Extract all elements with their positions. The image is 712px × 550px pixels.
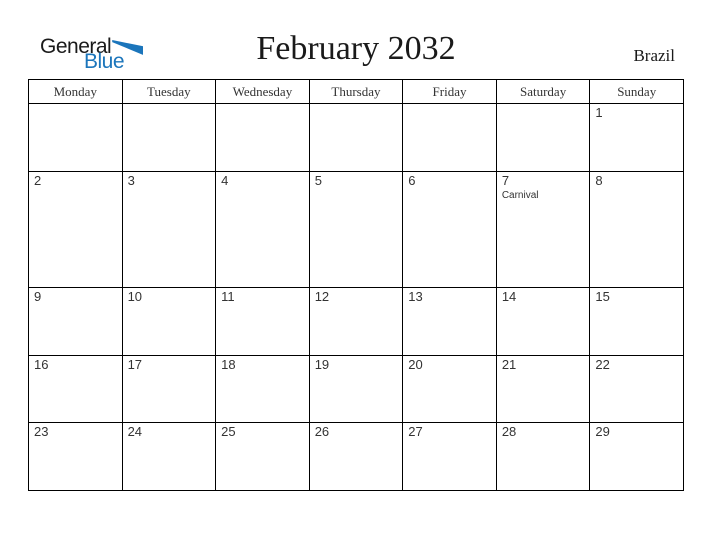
day-cell [496,171,590,288]
logo-word-blue: Blue [84,50,125,73]
day-cell [496,288,590,356]
day-number: 13 [408,289,423,305]
weekday-header-row [29,80,684,104]
day-cell [590,104,684,172]
day-number: 5 [314,172,322,188]
day-cell [496,423,590,491]
weekday-header: Sunday [590,80,684,104]
event-label: Carnival [501,189,539,201]
week-row [29,355,684,423]
day-number: 3 [127,172,135,188]
day-cell [590,171,684,288]
day-cell [309,104,403,172]
day-cell [216,355,310,423]
day-cell [29,171,123,288]
day-number: 19 [314,356,330,372]
day-cell [590,288,684,356]
day-cell [403,423,497,491]
day-cell [122,104,216,172]
day-cell [216,288,310,356]
day-cell [496,104,590,172]
logo-word-general: General [40,35,112,58]
day-cell [29,355,123,423]
day-number: 9 [34,289,42,305]
day-number: 25 [221,424,236,440]
day-number: 2 [34,172,42,188]
weekday-header: Tuesday [122,80,216,104]
week-row [29,171,684,288]
day-number: 6 [408,172,416,188]
day-cell [590,423,684,491]
day-cell [403,288,497,356]
day-number: 28 [501,424,517,440]
day-cell [309,171,403,288]
day-cell [29,423,123,491]
day-cell [590,355,684,423]
week-row [29,423,684,491]
weekday-header: Wednesday [216,80,310,104]
day-number: 17 [127,356,143,372]
week-row [29,104,684,172]
day-number: 24 [127,424,143,440]
weekday-header: Friday [403,80,497,104]
day-cell [403,355,497,423]
day-number: 11 [221,289,235,305]
calendar-table [28,79,684,491]
day-cell [309,288,403,356]
day-cell [122,355,216,423]
day-cell [403,104,497,172]
page-title: February 2032 [256,30,456,67]
day-number: 21 [501,356,517,372]
day-cell [403,171,497,288]
day-cell [309,355,403,423]
day-number: 16 [34,356,49,372]
day-number: 1 [595,105,603,120]
day-cell [122,423,216,491]
day-number: 10 [127,289,143,305]
week-row [29,288,684,356]
day-number: 22 [595,356,610,372]
day-number: 26 [314,424,330,440]
day-cell [122,288,216,356]
day-cell [29,288,123,356]
weekday-header: Saturday [496,80,590,104]
region-label: Brazil [633,46,675,65]
day-number: 18 [221,356,236,372]
weekday-header: Monday [29,80,123,104]
day-cell [216,104,310,172]
day-number: 23 [34,424,49,440]
day-cell [216,171,310,288]
day-cell [216,423,310,491]
day-cell [496,355,590,423]
day-cell [29,104,123,172]
day-number: 15 [595,289,610,305]
day-cell [122,171,216,288]
day-number: 29 [595,424,610,440]
day-number: 12 [314,289,330,305]
day-cell [309,423,403,491]
weekday-header: Thursday [309,80,403,104]
day-number: 20 [408,356,423,372]
day-number: 7 [501,172,510,188]
day-number: 14 [501,289,517,305]
day-number: 27 [408,424,423,440]
day-number: 4 [221,172,229,188]
day-number: 8 [595,172,603,188]
